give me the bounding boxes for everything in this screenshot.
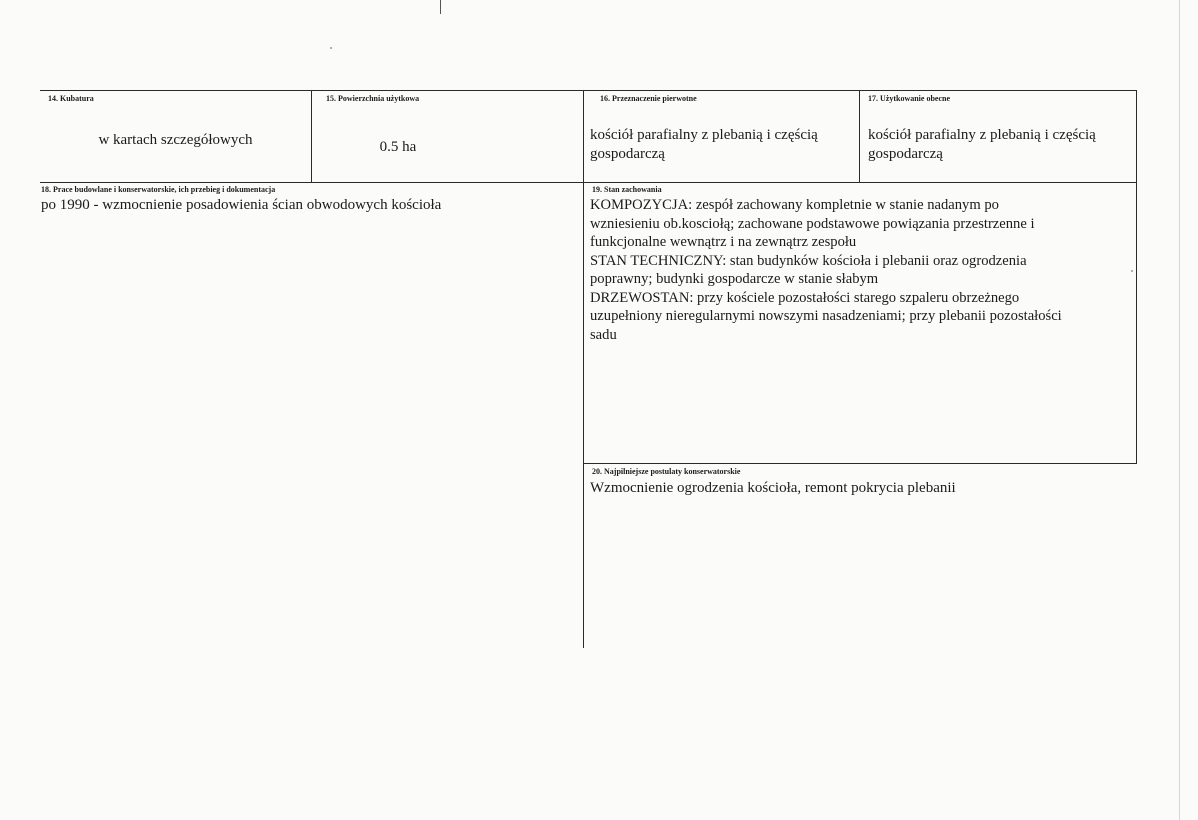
- field-19-line: poprawny; budynki gospodarcze w stanie słabym: [590, 271, 879, 287]
- field-19-line: wzniesieniu ob.kosciołą; zachowane podstawowe powiązania przestrzenne i: [590, 215, 1035, 232]
- field-15-value: 0.5 ha: [379, 139, 417, 155]
- field-15-label: 15. Powierzchnia użytkowa: [326, 94, 420, 103]
- field-19-line: KOMPOZYCJA: zespół zachowany kompletnie w stanie nadanym po: [590, 197, 999, 213]
- field-17-value: kościół parafialny z plebanią i częścią gospodarczą: [868, 127, 1096, 162]
- scan-speck: [330, 47, 332, 49]
- field-20-label: 20. Najpilniejsze postulaty konserwatorskie: [592, 467, 741, 476]
- field-19-label: 19. Stan zachowania: [592, 185, 662, 194]
- field-19-line: sadu: [590, 326, 617, 343]
- col-divider-1: [311, 90, 312, 182]
- field-14-label: 14. Kubatura: [48, 94, 94, 103]
- field-18-label: 18. Prace budowlane i konserwatorskie, ich przebieg i dokumentacja: [41, 185, 276, 194]
- page-edge: [1179, 0, 1180, 820]
- field-17-label: 17. Użytkowanie obecne: [868, 94, 950, 103]
- col-divider-3: [859, 90, 860, 182]
- field-19-line: DRZEWOSTAN: przy kościele pozostałości starego szpaleru obrzeżnego: [590, 289, 1020, 306]
- right-row-divider: [583, 463, 1137, 464]
- col-divider-main: [583, 90, 584, 648]
- right-border: [1136, 90, 1137, 464]
- top-border: [40, 90, 1137, 91]
- field-19-line: STAN TECHNICZNY: stan budynków kościoła i plebanii oraz ogrodzenia: [590, 252, 1027, 269]
- field-19-value: [590, 196, 1135, 344]
- field-19-line: funkcjonalne wewnątrz i na zewnątrz zespołu: [590, 234, 857, 250]
- field-18-value: po 1990 - wzmocnienie posadowienia ścian obwodowych kościoła: [41, 197, 442, 213]
- row-divider: [40, 182, 1137, 183]
- scan-speck: [1131, 270, 1133, 272]
- field-20-value: Wzmocnienie ogrodzenia kościoła, remont pokrycia plebanii: [590, 480, 956, 496]
- field-19-line: uzupełniony nieregularnymi nowszymi nasadzeniami; przy plebanii pozostałości: [590, 308, 1062, 324]
- scan-mark: [440, 0, 441, 14]
- field-16-value: kościół parafialny z plebanią i częścią gospodarczą: [590, 127, 818, 162]
- field-14-value: w kartach szczegółowych: [98, 132, 253, 148]
- field-16-label: 16. Przeznaczenie pierwotne: [600, 94, 697, 103]
